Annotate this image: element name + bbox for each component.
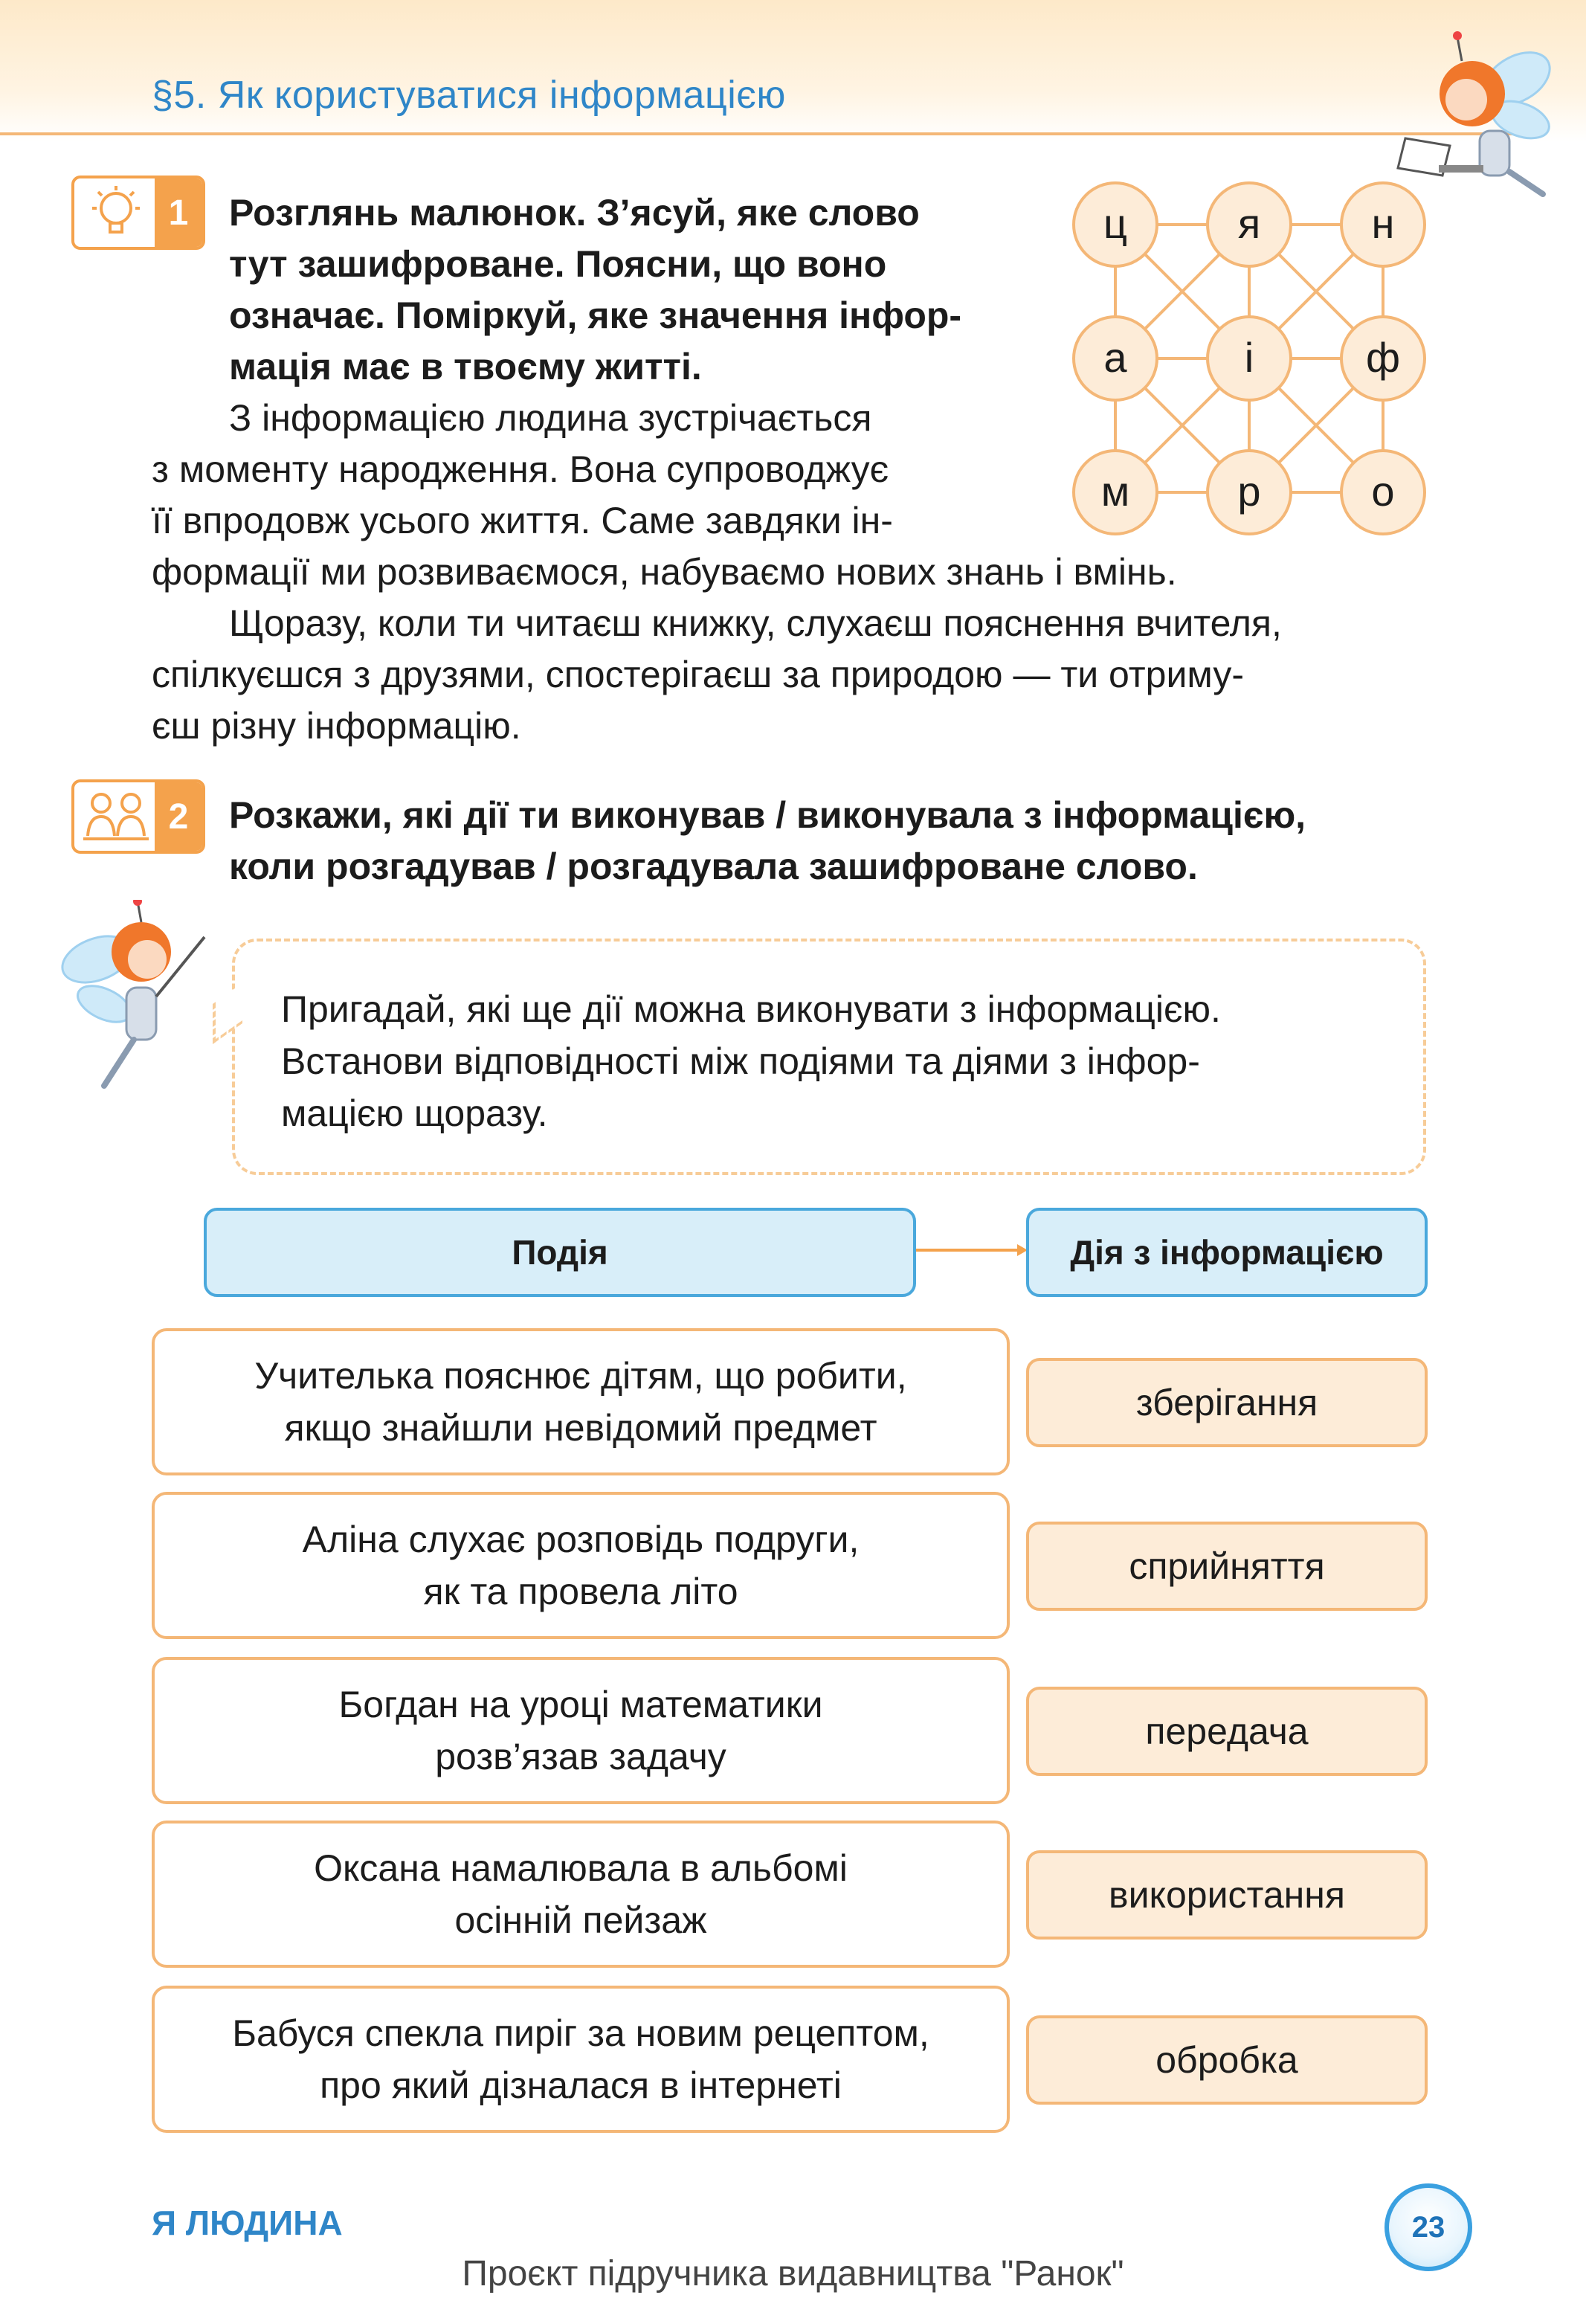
event-card[interactable]: Учителька пояснює дітям, що робити, якщо знайшли невідомий предмет <box>152 1328 1010 1475</box>
grid-letter: ф <box>1365 334 1401 381</box>
task-1-badge <box>71 176 205 250</box>
task-2-instruction <box>229 790 1434 892</box>
body-line: формації ми розвиваємося, набуваємо нових знань і вмінь. <box>152 551 1177 593</box>
task-2-badge <box>71 779 205 854</box>
body-line: спілкуєшся з друзями, спостерігаєш за природою — ти отриму- <box>152 654 1244 695</box>
task-1-body-wide <box>152 547 1431 752</box>
grid-letter: м <box>1100 468 1130 515</box>
grid-letter: р <box>1237 468 1261 515</box>
grid-letter: я <box>1237 200 1261 247</box>
body-line: її впродовж усього життя. Саме завдяки ін- <box>152 500 893 541</box>
letter-grid-puzzle <box>1063 173 1435 544</box>
instruction-line: Розкажи, які дії ти виконував / виконувала з інформацією, <box>229 794 1306 836</box>
instruction-line: означає. Поміркуй, яке значення інфор- <box>229 294 962 336</box>
grid-letter: а <box>1103 334 1127 381</box>
grid-letter: і <box>1244 334 1254 381</box>
section-label: Я ЛЮДИНА <box>152 2204 343 2242</box>
hint-text <box>281 983 1389 1139</box>
body-line: єш різну інформацію. <box>152 705 521 747</box>
instruction-line: тут зашифроване. Поясни, що воно <box>229 243 887 285</box>
event-card[interactable]: Оксана намалювала в альбомі осінній пейзаж <box>152 1821 1010 1968</box>
header-divider <box>0 132 1532 135</box>
header-band <box>0 0 1586 141</box>
action-card[interactable]: зберігання <box>1026 1358 1428 1447</box>
body-line: з моменту народження. Вона супроводжує <box>152 448 889 490</box>
task-2-number: 2 <box>155 782 202 851</box>
grid-letter: ц <box>1103 200 1128 247</box>
event-card[interactable]: Богдан на уроці математики розв’язав задачу <box>152 1657 1010 1804</box>
task-1-instruction <box>229 187 1032 393</box>
people-talking-icon <box>79 787 153 846</box>
body-line: Щоразу, коли ти читаєш книжку, слухаєш пояснення вчителя, <box>229 602 1282 644</box>
hint-line: Пригадай, які ще дії можна виконувати з інформацією. <box>281 988 1221 1030</box>
fairy-pointer-illustration <box>59 900 216 1093</box>
action-card[interactable]: обробка <box>1026 2015 1428 2105</box>
page-title: §5. Як користуватися інформацією <box>152 74 786 117</box>
action-card[interactable]: використання <box>1026 1850 1428 1940</box>
hint-line: Встанови відповідності між подіями та діями з інфор- <box>281 1040 1200 1082</box>
event-card[interactable]: Бабуся спекла пиріг за новим рецептом, про який дізналася в інтернеті <box>152 1986 1010 2133</box>
grid-letter: н <box>1371 200 1395 247</box>
action-card[interactable]: сприйняття <box>1026 1522 1428 1611</box>
task-1-number: 1 <box>155 178 202 247</box>
action-card[interactable]: передача <box>1026 1687 1428 1776</box>
publisher-note: Проєкт підручника видавництва "Ранок" <box>462 2254 1124 2294</box>
event-column-header: Подія <box>204 1208 916 1297</box>
instruction-line: Розглянь малюнок. З’ясуй, яке слово <box>229 192 920 234</box>
instruction-line: мація має в твоєму житті. <box>229 346 702 387</box>
grid-letter: о <box>1371 468 1395 515</box>
lightbulb-icon <box>79 183 153 242</box>
arrow-right-icon <box>916 1239 1028 1261</box>
instruction-line: коли розгадував / розгадувала зашифроване слово. <box>229 846 1198 887</box>
body-line: З інформацією людина зустрічається <box>229 397 872 439</box>
action-column-header: Дія з інформацією <box>1026 1208 1428 1297</box>
event-card[interactable]: Аліна слухає розповідь подруги, як та провела літо <box>152 1492 1010 1639</box>
task-1-body-narrow <box>152 393 1032 547</box>
hint-line: мацією щоразу. <box>281 1092 548 1134</box>
page-number: 23 <box>1384 2183 1472 2271</box>
